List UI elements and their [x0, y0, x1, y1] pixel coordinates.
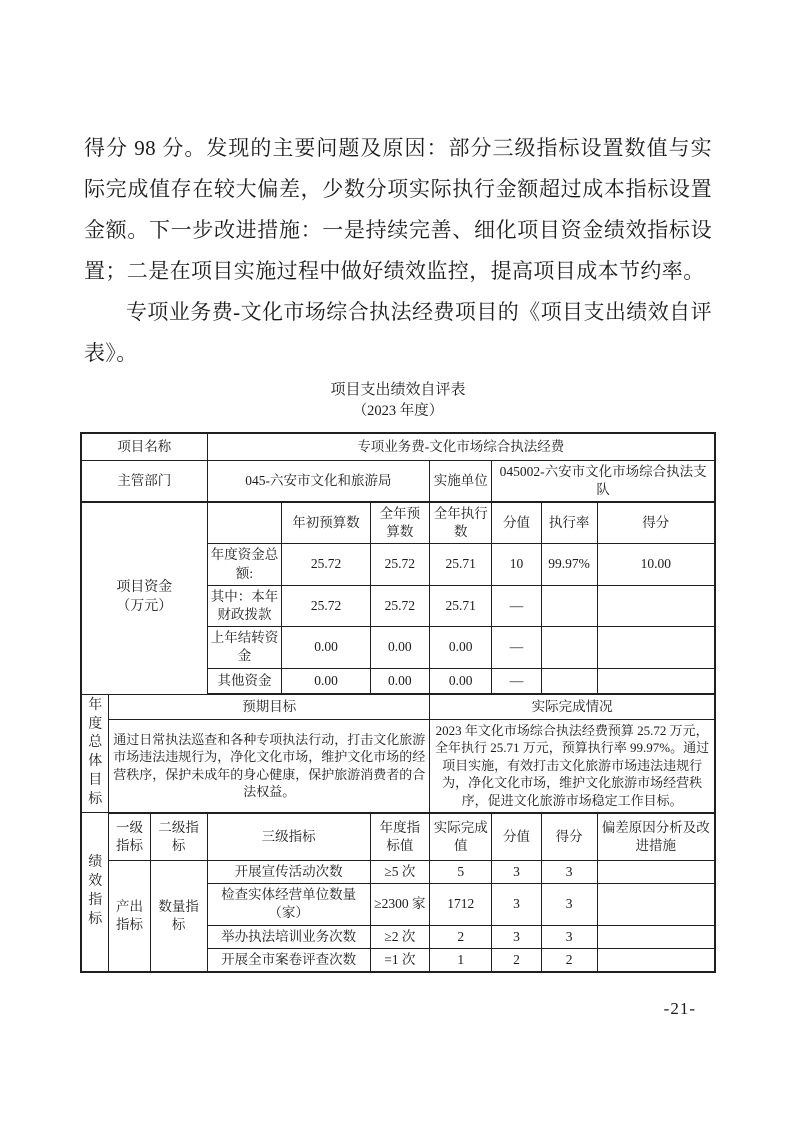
funding-cell: 25.71 [430, 544, 492, 585]
indicator-deviation [597, 925, 715, 948]
annual-goal-section-label: 年度总体目标 [81, 694, 109, 812]
table-title: 项目支出绩效自评表 [330, 382, 466, 398]
indicator-score: 3 [541, 925, 597, 948]
funding-col-header: 分值 [492, 502, 541, 544]
indicator-deviation [597, 861, 715, 884]
indicator-target: ≥2 次 [370, 925, 430, 948]
perf-col-header: 得分 [541, 813, 597, 861]
actual-result-text: 2023 年文化市场综合执法经费预算 25.72 万元，全年执行 25.71 万元，预算执行率 99.97%。通过项目实施，有效打击文化旅游市场违法违规行为，净化文化市场，维护文化旅游市场经营秩序，促进文化旅游市场稳定工作目标。 [430, 719, 715, 812]
funding-cell: 0.00 [430, 668, 492, 694]
actual-result-header: 实际完成情况 [430, 694, 715, 719]
funding-cell: 0.00 [370, 627, 430, 668]
expected-goal-header: 预期目标 [109, 694, 430, 719]
funding-col-header: 全年执行数 [430, 502, 492, 544]
indicator-name: 举办执法培训业务次数 [207, 925, 370, 948]
perf-col-header: 年度指标值 [370, 813, 430, 861]
funding-row-label: 其他资金 [207, 668, 282, 694]
indicator-actual: 5 [430, 861, 492, 884]
indicator-name: 开展宣传活动次数 [207, 861, 370, 884]
indicator-score-value: 3 [492, 925, 541, 948]
funding-cell: 99.97% [541, 544, 597, 585]
indicator-deviation [597, 948, 715, 972]
perf-col-header: 一级指标 [109, 813, 150, 861]
paragraph-intro: 专项业务费-文化市场综合执法经费项目的《项目支出绩效自评表》。 [84, 300, 712, 365]
page-number: -21- [663, 999, 696, 1019]
funding-cell [541, 585, 597, 626]
funding-cell [597, 668, 715, 694]
dept-value: 045-六安市文化和旅游局 [207, 460, 430, 502]
performance-section-label: 绩效指标 [81, 813, 109, 973]
perf-col-header: 实际完成值 [430, 813, 492, 861]
perf-col-header: 偏差原因分析及改进措施 [597, 813, 715, 861]
indicator-target: =1 次 [370, 948, 430, 972]
funding-cell: 25.71 [430, 585, 492, 626]
table-row [81, 433, 715, 460]
funding-cell [541, 627, 597, 668]
indicator-score-value: 3 [492, 861, 541, 884]
self-evaluation-table [80, 432, 716, 973]
table-year-label: （2023 年度） [352, 403, 444, 419]
funding-header-row [81, 502, 715, 544]
performance-row [81, 861, 715, 884]
indicator-target: ≥2300 家 [370, 884, 430, 925]
funding-cell: 0.00 [282, 627, 370, 668]
perf-col-header: 分值 [492, 813, 541, 861]
indicator-actual: 2 [430, 925, 492, 948]
indicator-actual: 1712 [430, 884, 492, 925]
funding-section-label [81, 502, 207, 694]
indicator-score: 3 [541, 884, 597, 925]
indicator-name: 开展全市案卷评查次数 [207, 948, 370, 972]
funding-col-header: 得分 [597, 502, 715, 544]
funding-cell: — [492, 668, 541, 694]
funding-col-header: 年初预算数 [282, 502, 370, 544]
funding-blank-cell [207, 502, 282, 544]
funding-cell: 0.00 [282, 668, 370, 694]
indicator-score: 2 [541, 948, 597, 972]
table-caption [84, 380, 712, 422]
funding-cell: 10 [492, 544, 541, 585]
performance-header-row [81, 813, 715, 861]
indicator-score: 3 [541, 861, 597, 884]
funding-cell: 25.72 [282, 585, 370, 626]
expected-goal-text: 通过日常执法巡查和各种专项执法行动，打击文化旅游市场违法违规行为，净化文化市场，维护文化市场的经营秩序，保护未成年的身心健康，保护旅游消费者的合法权益。 [109, 719, 430, 812]
funding-cell: 25.72 [370, 544, 430, 585]
unit-label: 实施单位 [430, 460, 492, 502]
funding-cell: 0.00 [430, 627, 492, 668]
indicator-score-value: 3 [492, 884, 541, 925]
funding-row-label: 其中：本年财政拨款 [207, 585, 282, 626]
funding-cell: — [492, 585, 541, 626]
dept-label: 主管部门 [81, 460, 207, 502]
funding-cell [597, 585, 715, 626]
funding-cell: 10.00 [597, 544, 715, 585]
indicator-deviation [597, 884, 715, 925]
paragraph-main: 得分 98 分。发现的主要问题及原因：部分三级指标设置数值与实际完成值存在较大偏差，少数分项实际执行金额超过成本指标设置金额。下一步改进措施：一是持续完善、细化项目资金绩效指标设置；二是在项目实施过程中做好绩效监控，提高项目成本节约率。 [84, 136, 712, 283]
funding-row-label: 上年结转资金 [207, 627, 282, 668]
funding-col-header: 全年预算数 [370, 502, 430, 544]
indicator-target: ≥5 次 [370, 861, 430, 884]
project-name-label: 项目名称 [81, 433, 207, 460]
funding-col-header: 执行率 [541, 502, 597, 544]
level1-indicator: 产出指标 [109, 861, 150, 973]
funding-cell: 0.00 [370, 668, 430, 694]
funding-cell [597, 627, 715, 668]
level2-indicator: 数量指标 [150, 861, 207, 973]
perf-col-header: 二级指标 [150, 813, 207, 861]
funding-cell: 25.72 [370, 585, 430, 626]
indicator-actual: 1 [430, 948, 492, 972]
funding-cell: 25.72 [282, 544, 370, 585]
funding-label-line2: （万元） [116, 599, 173, 615]
funding-label-line1: 项目资金 [116, 580, 173, 596]
perf-col-header: 三级指标 [207, 813, 370, 861]
unit-value: 045002-六安市文化市场综合执法支队 [492, 460, 715, 502]
indicator-score-value: 2 [492, 948, 541, 972]
indicator-name: 检查实体经营单位数量（家） [207, 884, 370, 925]
funding-cell [541, 668, 597, 694]
funding-row-label: 年度资金总额: [207, 544, 282, 585]
funding-cell: — [492, 627, 541, 668]
project-name-value: 专项业务费-文化市场综合执法经费 [207, 433, 715, 460]
table-row [81, 460, 715, 502]
goal-header-row [81, 694, 715, 719]
goal-text-row [81, 719, 715, 812]
